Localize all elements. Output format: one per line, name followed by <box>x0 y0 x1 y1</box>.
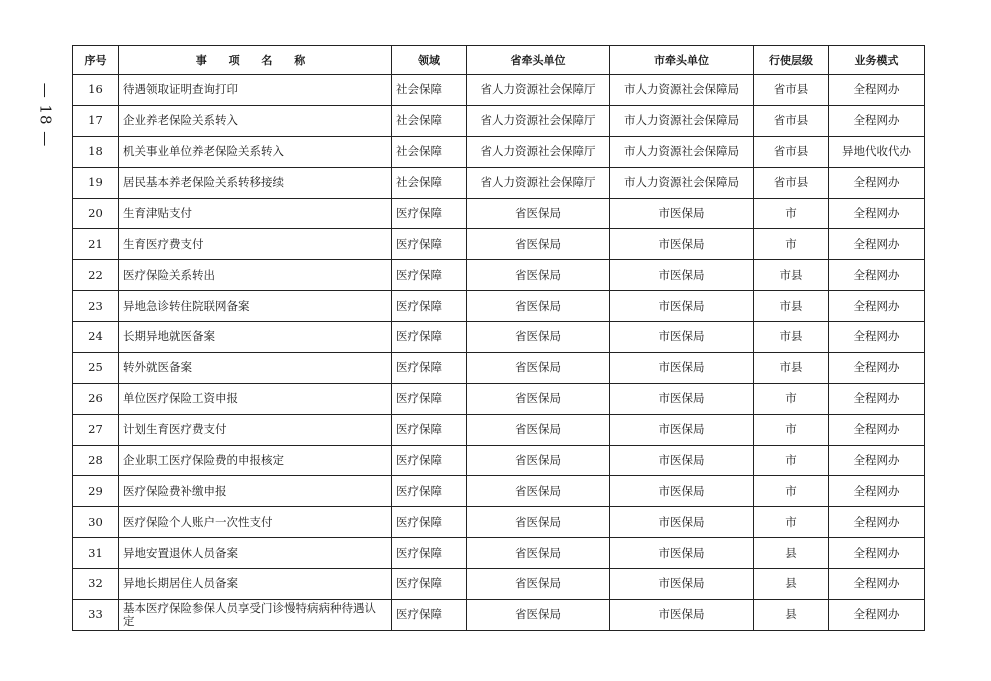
cell-field: 医疗保障 <box>392 383 467 414</box>
cell-mode: 全程网办 <box>829 445 925 476</box>
cell-field: 医疗保障 <box>392 352 467 383</box>
cell-no: 20 <box>73 198 119 229</box>
cell-province-unit: 省医保局 <box>467 198 610 229</box>
table-row <box>73 322 925 353</box>
cell-mode: 全程网办 <box>829 383 925 414</box>
cell-mode: 全程网办 <box>829 352 925 383</box>
cell-field: 医疗保障 <box>392 260 467 291</box>
cell-field: 医疗保障 <box>392 291 467 322</box>
cell-mode: 全程网办 <box>829 167 925 198</box>
cell-no: 24 <box>73 322 119 353</box>
cell-level: 省市县 <box>754 136 829 167</box>
table-row <box>73 352 925 383</box>
service-items-table <box>72 45 925 631</box>
cell-name: 医疗保险关系转出 <box>119 260 392 291</box>
cell-city-unit: 市人力资源社会保障局 <box>610 167 754 198</box>
cell-province-unit: 省医保局 <box>467 538 610 569</box>
cell-level: 县 <box>754 538 829 569</box>
cell-name: 基本医疗保险参保人员享受门诊慢特病病种待遇认定 <box>119 599 392 630</box>
cell-field: 医疗保障 <box>392 599 467 630</box>
cell-level: 省市县 <box>754 75 829 106</box>
header-name: 事 项 名 称 <box>119 46 392 75</box>
table-row <box>73 414 925 445</box>
table-header-row <box>73 46 925 75</box>
cell-province-unit: 省医保局 <box>467 476 610 507</box>
cell-field: 医疗保障 <box>392 322 467 353</box>
cell-province-unit: 省医保局 <box>467 599 610 630</box>
table-row <box>73 445 925 476</box>
cell-field: 社会保障 <box>392 105 467 136</box>
cell-province-unit: 省医保局 <box>467 383 610 414</box>
cell-province-unit: 省医保局 <box>467 229 610 260</box>
cell-mode: 全程网办 <box>829 198 925 229</box>
cell-no: 31 <box>73 538 119 569</box>
cell-level: 县 <box>754 569 829 600</box>
cell-field: 医疗保障 <box>392 569 467 600</box>
cell-name: 医疗保险个人账户一次性支付 <box>119 507 392 538</box>
header-province-unit: 省牵头单位 <box>467 46 610 75</box>
header-city-unit: 市牵头单位 <box>610 46 754 75</box>
cell-city-unit: 市医保局 <box>610 291 754 322</box>
cell-name: 企业职工医疗保险费的申报核定 <box>119 445 392 476</box>
cell-city-unit: 市医保局 <box>610 352 754 383</box>
cell-no: 28 <box>73 445 119 476</box>
cell-no: 27 <box>73 414 119 445</box>
cell-city-unit: 市医保局 <box>610 476 754 507</box>
cell-field: 医疗保障 <box>392 414 467 445</box>
cell-name: 异地急诊转住院联网备案 <box>119 291 392 322</box>
cell-mode: 全程网办 <box>829 538 925 569</box>
cell-province-unit: 省人力资源社会保障厅 <box>467 136 610 167</box>
cell-mode: 全程网办 <box>829 75 925 106</box>
cell-mode: 全程网办 <box>829 260 925 291</box>
cell-level: 县 <box>754 599 829 630</box>
cell-name: 生育津贴支付 <box>119 198 392 229</box>
table-row <box>73 599 925 630</box>
cell-no: 17 <box>73 105 119 136</box>
cell-level: 省市县 <box>754 167 829 198</box>
cell-mode: 全程网办 <box>829 322 925 353</box>
cell-mode: 全程网办 <box>829 507 925 538</box>
cell-name: 机关事业单位养老保险关系转入 <box>119 136 392 167</box>
cell-no: 26 <box>73 383 119 414</box>
cell-name: 异地安置退休人员备案 <box>119 538 392 569</box>
cell-province-unit: 省医保局 <box>467 414 610 445</box>
cell-city-unit: 市医保局 <box>610 229 754 260</box>
cell-mode: 异地代收代办 <box>829 136 925 167</box>
table-row <box>73 476 925 507</box>
cell-province-unit: 省医保局 <box>467 260 610 291</box>
cell-no: 22 <box>73 260 119 291</box>
table-row <box>73 383 925 414</box>
cell-province-unit: 省医保局 <box>467 322 610 353</box>
cell-field: 医疗保障 <box>392 476 467 507</box>
cell-no: 19 <box>73 167 119 198</box>
cell-level: 市 <box>754 383 829 414</box>
cell-no: 33 <box>73 599 119 630</box>
cell-field: 社会保障 <box>392 75 467 106</box>
cell-province-unit: 省医保局 <box>467 507 610 538</box>
cell-name: 医疗保险费补缴申报 <box>119 476 392 507</box>
table-row <box>73 507 925 538</box>
header-field: 领域 <box>392 46 467 75</box>
cell-name: 企业养老保险关系转入 <box>119 105 392 136</box>
cell-level: 市 <box>754 229 829 260</box>
cell-field: 医疗保障 <box>392 538 467 569</box>
cell-province-unit: 省医保局 <box>467 291 610 322</box>
cell-name: 异地长期居住人员备案 <box>119 569 392 600</box>
cell-level: 市 <box>754 476 829 507</box>
cell-city-unit: 市医保局 <box>610 538 754 569</box>
cell-city-unit: 市医保局 <box>610 260 754 291</box>
cell-name: 计划生育医疗费支付 <box>119 414 392 445</box>
cell-mode: 全程网办 <box>829 599 925 630</box>
cell-no: 30 <box>73 507 119 538</box>
cell-no: 21 <box>73 229 119 260</box>
cell-field: 社会保障 <box>392 167 467 198</box>
cell-mode: 全程网办 <box>829 291 925 322</box>
cell-province-unit: 省人力资源社会保障厅 <box>467 75 610 106</box>
header-no: 序号 <box>73 46 119 75</box>
cell-city-unit: 市人力资源社会保障局 <box>610 75 754 106</box>
header-mode: 业务模式 <box>829 46 925 75</box>
cell-level: 市 <box>754 445 829 476</box>
cell-city-unit: 市医保局 <box>610 507 754 538</box>
cell-city-unit: 市医保局 <box>610 198 754 229</box>
cell-name: 转外就医备案 <box>119 352 392 383</box>
table-row <box>73 260 925 291</box>
cell-no: 23 <box>73 291 119 322</box>
cell-no: 25 <box>73 352 119 383</box>
cell-name: 生育医疗费支付 <box>119 229 392 260</box>
table-row <box>73 229 925 260</box>
cell-city-unit: 市医保局 <box>610 599 754 630</box>
cell-no: 18 <box>73 136 119 167</box>
table-row <box>73 291 925 322</box>
cell-mode: 全程网办 <box>829 414 925 445</box>
cell-level: 市 <box>754 198 829 229</box>
cell-name: 待遇领取证明查询打印 <box>119 75 392 106</box>
cell-mode: 全程网办 <box>829 569 925 600</box>
cell-province-unit: 省医保局 <box>467 352 610 383</box>
cell-city-unit: 市人力资源社会保障局 <box>610 105 754 136</box>
table-row <box>73 569 925 600</box>
table-row <box>73 538 925 569</box>
cell-province-unit: 省人力资源社会保障厅 <box>467 167 610 198</box>
cell-no: 16 <box>73 75 119 106</box>
cell-name: 居民基本养老保险关系转移接续 <box>119 167 392 198</box>
cell-city-unit: 市人力资源社会保障局 <box>610 136 754 167</box>
cell-city-unit: 市医保局 <box>610 445 754 476</box>
cell-field: 医疗保障 <box>392 229 467 260</box>
cell-field: 医疗保障 <box>392 507 467 538</box>
cell-city-unit: 市医保局 <box>610 322 754 353</box>
cell-field: 医疗保障 <box>392 445 467 476</box>
table-row <box>73 198 925 229</box>
cell-field: 医疗保障 <box>392 198 467 229</box>
cell-no: 32 <box>73 569 119 600</box>
cell-province-unit: 省人力资源社会保障厅 <box>467 105 610 136</box>
cell-city-unit: 市医保局 <box>610 569 754 600</box>
cell-level: 市县 <box>754 352 829 383</box>
header-level: 行使层级 <box>754 46 829 75</box>
cell-mode: 全程网办 <box>829 105 925 136</box>
cell-province-unit: 省医保局 <box>467 569 610 600</box>
table-row <box>73 136 925 167</box>
cell-level: 市县 <box>754 260 829 291</box>
cell-province-unit: 省医保局 <box>467 445 610 476</box>
cell-name: 长期异地就医备案 <box>119 322 392 353</box>
page-number-text: — 18 — <box>36 82 54 148</box>
cell-city-unit: 市医保局 <box>610 383 754 414</box>
cell-field: 社会保障 <box>392 136 467 167</box>
table-row <box>73 75 925 106</box>
cell-level: 市 <box>754 414 829 445</box>
page-number <box>30 60 60 170</box>
cell-mode: 全程网办 <box>829 229 925 260</box>
cell-level: 市 <box>754 507 829 538</box>
cell-no: 29 <box>73 476 119 507</box>
cell-name: 单位医疗保险工资申报 <box>119 383 392 414</box>
cell-city-unit: 市医保局 <box>610 414 754 445</box>
table-row <box>73 105 925 136</box>
cell-mode: 全程网办 <box>829 476 925 507</box>
table-row <box>73 167 925 198</box>
cell-level: 市县 <box>754 291 829 322</box>
cell-level: 市县 <box>754 322 829 353</box>
cell-level: 省市县 <box>754 105 829 136</box>
